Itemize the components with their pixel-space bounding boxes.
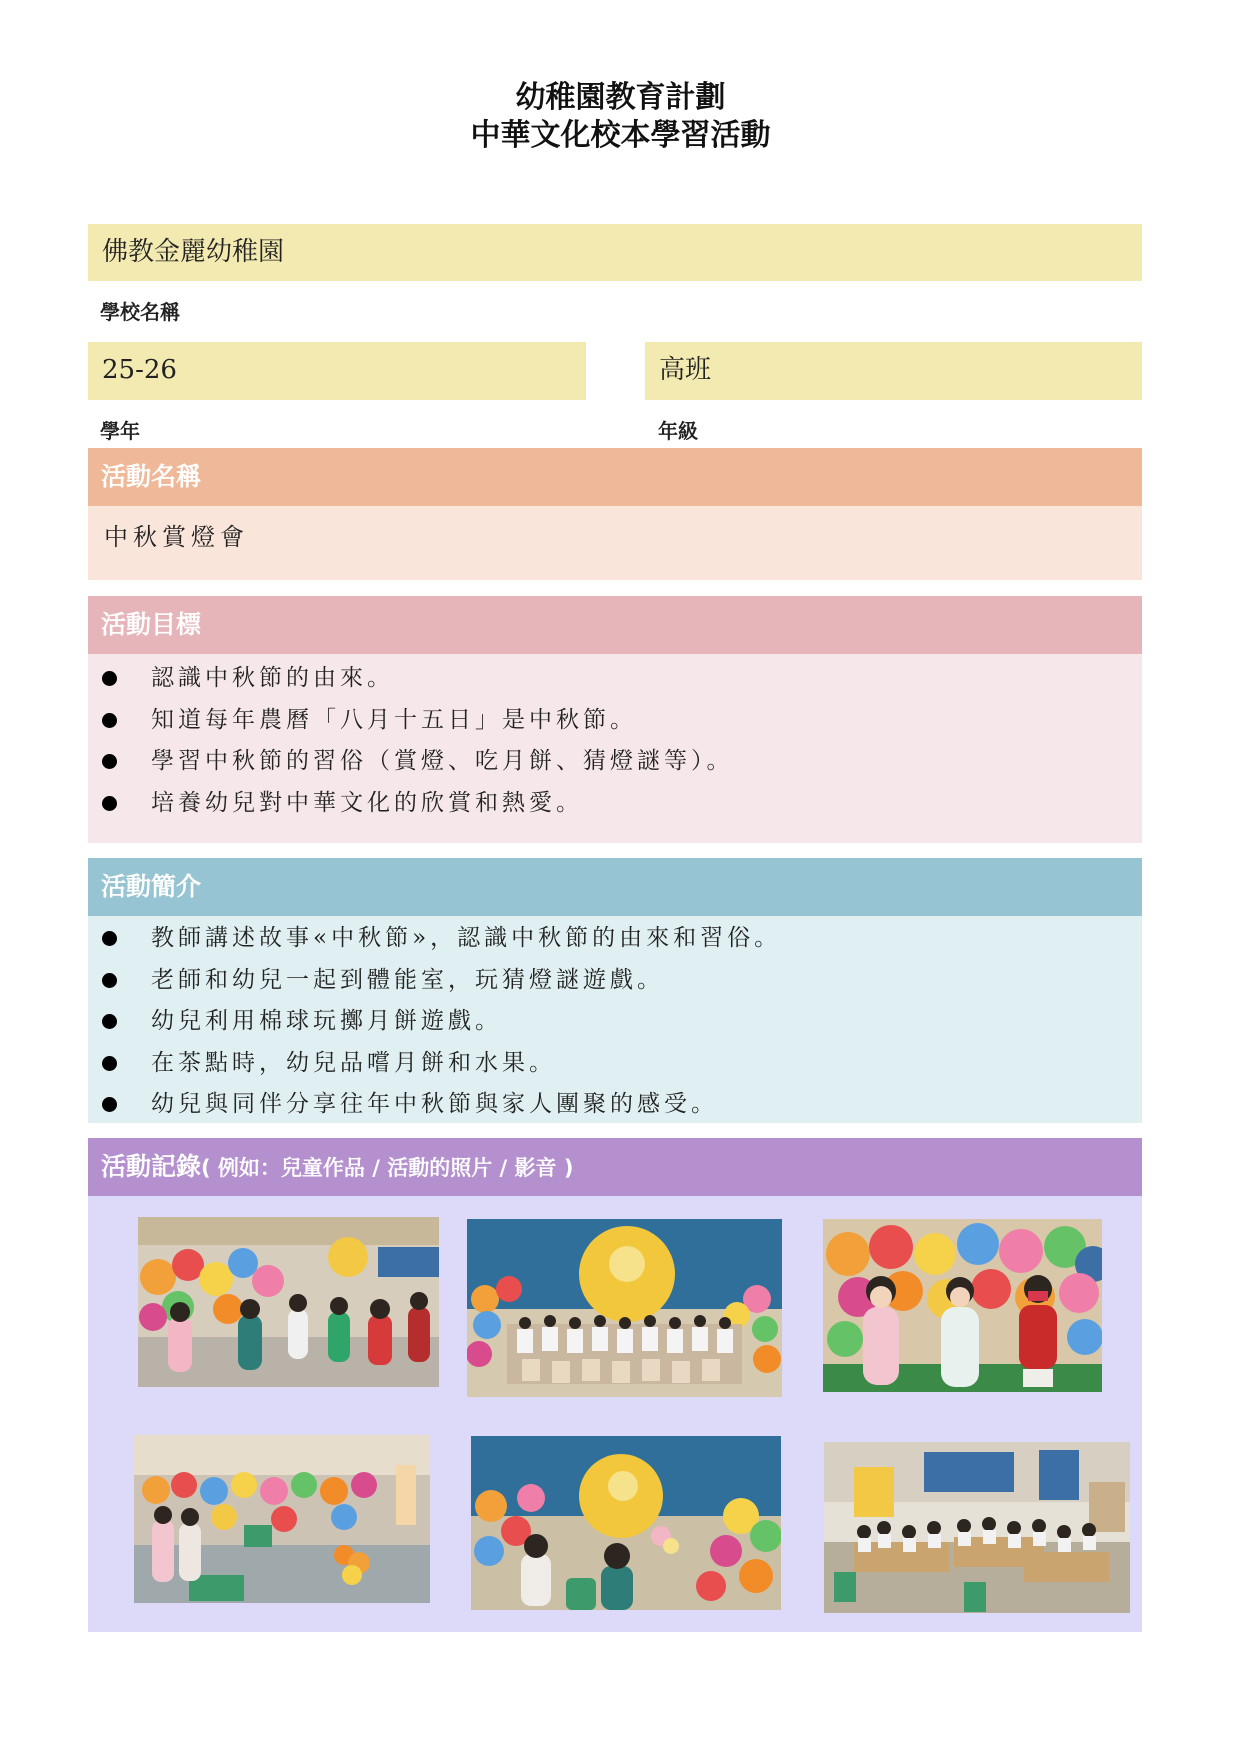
list-item: 培養幼兒對中華文化的欣賞和熱愛。 bbox=[88, 783, 1142, 825]
bullet-icon bbox=[102, 796, 117, 811]
list-item: 幼兒與同伴分享往年中秋節與家人團聚的感受。 bbox=[88, 1084, 1142, 1126]
record-header bbox=[88, 1138, 1142, 1196]
activity-photo bbox=[138, 1217, 439, 1387]
activity-photo bbox=[823, 1219, 1102, 1392]
school-name-label: 學校名稱 bbox=[100, 300, 180, 324]
school-year-field: 25-26 bbox=[88, 342, 586, 400]
bullet-icon bbox=[102, 671, 117, 686]
school-year-label: 學年 bbox=[100, 419, 140, 443]
document-subtitle: 中華文化校本學習活動 bbox=[470, 118, 771, 153]
list-item: 教師講述故事«中秋節»，認識中秋節的由來和習俗。 bbox=[88, 918, 1142, 960]
bullet-icon bbox=[102, 931, 117, 946]
intro-body bbox=[88, 916, 1142, 1123]
grade-label: 年級 bbox=[658, 419, 698, 443]
list-item: 幼兒利用棉球玩擲月餅遊戲。 bbox=[88, 1001, 1142, 1043]
bullet-icon bbox=[102, 1097, 117, 1112]
activity-name-header: 活動名稱 bbox=[88, 448, 1142, 506]
activity-name-value: 中秋賞燈會 bbox=[104, 523, 249, 551]
grade-field: 高班 bbox=[645, 342, 1142, 400]
bullet-icon bbox=[102, 754, 117, 769]
list-item: 知道每年農曆「八月十五日」是中秋節。 bbox=[88, 700, 1142, 742]
bullet-icon bbox=[102, 1056, 117, 1071]
school-name-field: 佛教金麗幼稚園 bbox=[88, 224, 1142, 281]
record-header-title: 活動記錄 bbox=[101, 1152, 202, 1181]
activity-photo bbox=[134, 1435, 430, 1603]
bullet-icon bbox=[102, 713, 117, 728]
goals-header: 活動目標 bbox=[88, 596, 1142, 654]
record-header-subtitle: ( 例如：兒童作品 / 活動的照片 / 影音 ) bbox=[201, 1156, 574, 1180]
bullet-icon bbox=[102, 973, 117, 988]
document-title: 幼稚園教育計劃 bbox=[515, 80, 726, 115]
activity-photo bbox=[471, 1436, 781, 1610]
activity-photo bbox=[824, 1442, 1130, 1613]
activity-photo bbox=[467, 1219, 782, 1397]
goals-body bbox=[88, 654, 1142, 843]
list-item: 老師和幼兒一起到體能室，玩猜燈謎遊戲。 bbox=[88, 960, 1142, 1002]
list-item: 學習中秋節的習俗（賞燈、吃月餅、猜燈謎等）。 bbox=[88, 741, 1142, 783]
activity-name-body bbox=[88, 506, 1142, 580]
list-item: 在茶點時，幼兒品嚐月餅和水果。 bbox=[88, 1043, 1142, 1085]
list-item: 認識中秋節的由來。 bbox=[88, 658, 1142, 700]
bullet-icon bbox=[102, 1014, 117, 1029]
intro-header: 活動簡介 bbox=[88, 858, 1142, 916]
